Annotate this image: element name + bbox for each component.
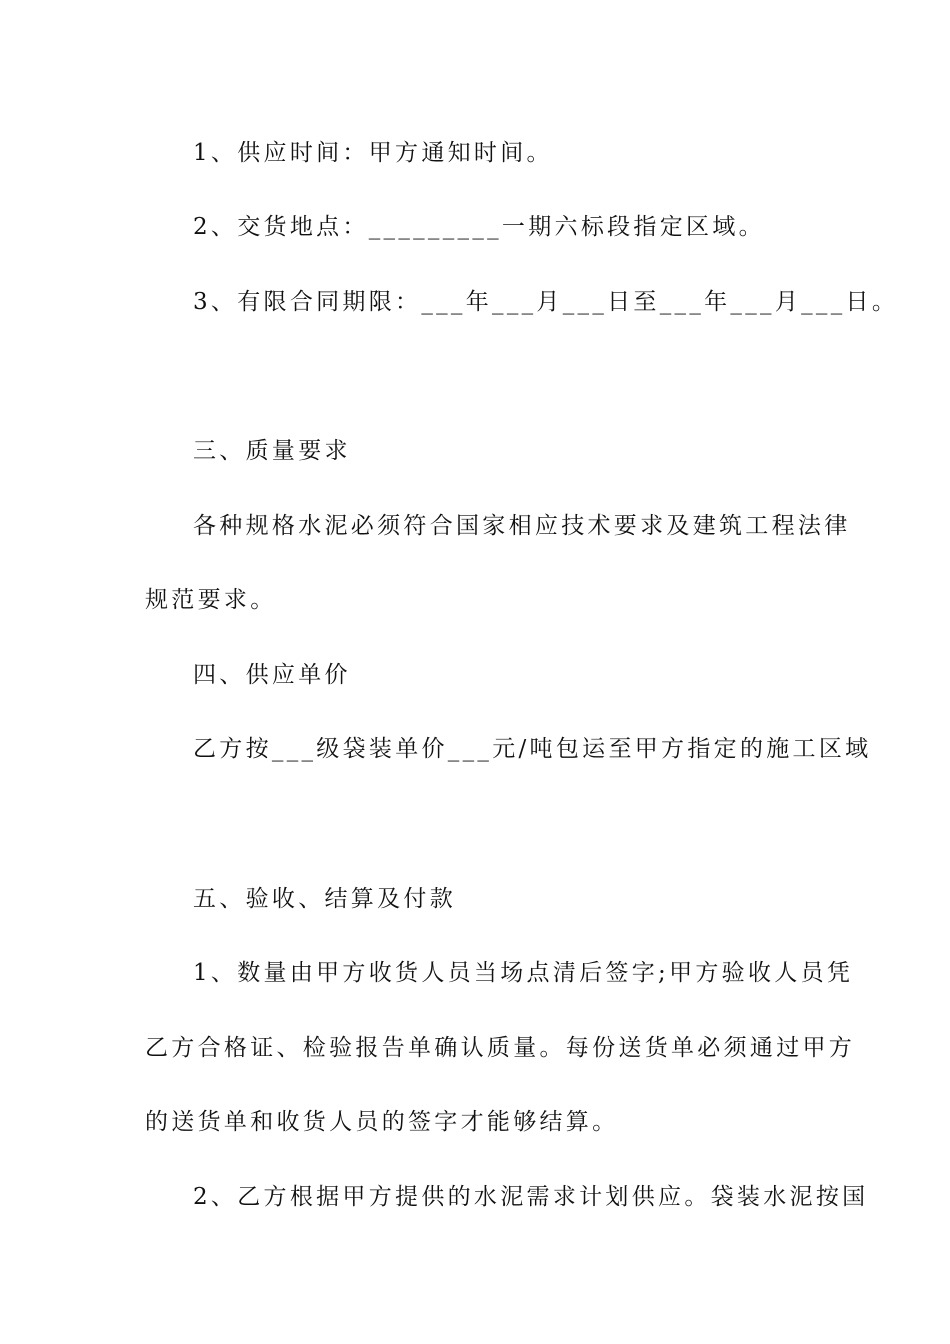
section-heading-quality: 三、质量要求 (193, 438, 351, 464)
paragraph-acceptance-line-2: 乙方合格证、检验报告单确认质量。每份送货单必须通过甲方 (145, 1035, 856, 1061)
section-heading-acceptance: 五、验收、结算及付款 (193, 886, 456, 912)
paragraph-acceptance-line-1: 1、数量由甲方收货人员当场点清后签字;甲方验收人员凭 (193, 960, 854, 986)
section-heading-unit-price: 四、供应单价 (193, 662, 351, 688)
clause-delivery-location: 2、交货地点：_________一期六标段指定区域。 (193, 214, 765, 240)
paragraph-quality-line-2: 规范要求。 (145, 587, 277, 613)
clause-contract-period: 3、有限合同期限：___年___月___日至___年___月___日。 (193, 289, 899, 315)
paragraph-quality-line-1: 各种规格水泥必须符合国家相应技术要求及建筑工程法律 (193, 513, 851, 539)
paragraph-supply-plan-line-1: 2、乙方根据甲方提供的水泥需求计划供应。袋装水泥按国 (193, 1184, 869, 1210)
paragraph-unit-price: 乙方按___级袋装单价___元/吨包运至甲方指定的施工区域 (193, 736, 872, 762)
paragraph-acceptance-line-3: 的送货单和收货人员的签字才能够结算。 (145, 1109, 619, 1135)
clause-supply-time: 1、供应时间：甲方通知时间。 (193, 140, 553, 166)
